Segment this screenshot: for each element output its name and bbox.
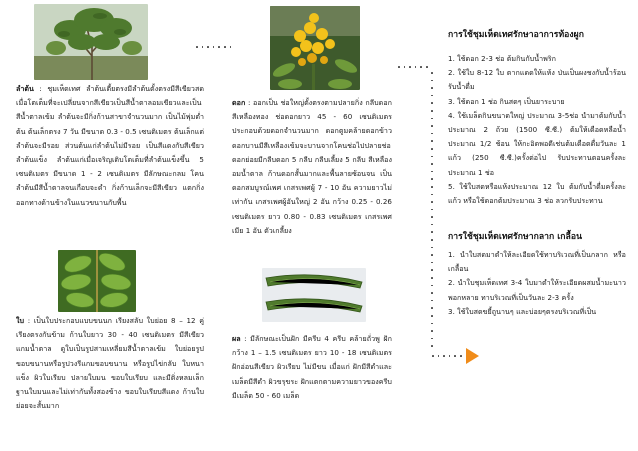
flower-text: : ออกเป็น ช่อใหญ่ตั้งตรงตามปลายกิ่ง กลีบดอกสีเหลืองทอง ช่อดอกยาว 45 - 60 เซนติเมตร ประกอบด้วยดอกจำนวนมาก ดอกตูมคล้ายดอกข้าว ดอกบานมีสีเหลืองเข้มจะบานจากโคนช่อไปปลายช่อ ดอกย่อยมีกลีบดอก 5 กลีบ กลีบเลี้ยง 5 กลีบ สีเหลืองอมน้ำตาล ก้านดอกสั้นมากและพื้นลายซ้อนจน เป็นดอกสมบูรณ์เพศ เกสรเพศผู้ 7 - 10 อัน ความยาวไม่เท่ากัน เกสรเพศผู้อันใหญ่ 2 อัน กว้าง 0.25 - 0.26 เซนติเมตร ยาว 0.80 - 0.83 เซนติเมตร เกสรเพศเมีย 1 อัน ตัวเกลี้ยง <box>232 98 392 235</box>
stem-label: ลำต้น <box>16 84 34 93</box>
dotted-connector-3 <box>431 72 433 347</box>
dotted-connector-2 <box>398 66 428 68</box>
ringworm-item-3: 3. ใช้ใบสดขยี้ถูนานๆ และบ่อยๆตรงบริเวณที่เป็น <box>448 306 597 316</box>
fruit-label: ผล <box>232 334 241 343</box>
constipation-section <box>448 28 626 208</box>
flower-label: ดอก <box>232 98 246 107</box>
leaf-photo <box>58 250 136 312</box>
leaf-text: : เป็นใบประกอบแบบขนนก เรียงสลับ ใบย่อย 8 – 12 คู่ เรียงตรงกันข้าม ก้านใบยาว 30 - 40 เซนติเมตร มีสีเขียวแกมน้ำตาล ดูใบเป็นรูปสามเหลี่ยมสีน้ำตาลเข้ม ใบย่อยรูปขอบขนานหรือรูปวงรีแกมขอบขนาน หรือรูปไข่กลับ ใบหนาแข็ง ผิวใบเรียบ ปลายใบมน ขอบใบเรียบ และมีติ่งหลมเล็ก ฐานใบมนและไม่เท่ากันทั้งสองข้าง ขอบใบเรียบสีแดง ก้านใบย่อยจะสั้นมาก <box>16 316 204 411</box>
dotted-connector-1 <box>196 46 231 48</box>
shrub-photo <box>34 4 148 80</box>
ringworm-section <box>448 230 626 319</box>
fruit-description <box>232 332 392 403</box>
flower-photo <box>270 6 360 90</box>
constipation-item-2: 2. ใช้ใบ 8-12 ใบ ตากแดดให้แห้ง ป่นเป็นผงชงกับน้ำร้อนรับน้ำดื่ม <box>448 68 626 92</box>
constipation-item-1: 1. ใช้ดอก 2-3 ช่อ ต้มกินกับน้ำพริก <box>448 54 557 63</box>
stem-text: : ชุมเห็ดเทศ ลำต้นเตี้ยตรงมีลำต้นตั้งตรงมีสีเขียวสด เมื่อโตเต็มที่จะเปลี่ยนจากสีเขียวเป็นสีน้ำตาลอมเขียวและเป็นสีน้ำตาลเข้ม ลำต้นจะมีกิ่งก้านสาขาจำนวนมาก เป็นไม้พุ่มต่ำต้น ต้นเล็กตรง 7 วัน มีขนาด 0.3 - 0.5 เซนติเมตร ต้นเล็กแต่ลำต้นจะมีรอย ส่วนต้นแก่ลำต้นไม่มีรอย เป็นสีแดงกับสีเขียว ลำต้นแข็ง ลำต้นแก่เมื่อเจริญเติบโตเต็มที่ลำต้นแข็งขึ้น 5 เซนติเมตร มีขนาด 1 - 2 เซนติเมตร มีลักษณะกลม โคนลำต้นมีสีน้ำตาลจนเกือบจะดำ กิ่งก้านเล็กจะมีสีเขียว แตกกิ่งออกทางด้านข้างในแนวขนานกับพื้น <box>16 84 204 207</box>
arrow-right-icon <box>466 348 479 364</box>
stem-description <box>16 82 204 210</box>
ringworm-item-2: 2. นำใบชุมเห็ดเทศ 3-4 ใบมาตำให้ระเอียดผสมน้ำมะนาวพอกหลาย ทาบริเวณที่เป็นวันละ 2-3 ครั้ง <box>448 278 626 302</box>
fruit-text: : มีลักษณะเป็นฝัก มีครีบ 4 ครีบ คล้ายถั่วพู ฝักกว้าง 1 – 1.5 เซนติเมตร ยาว 10 - 18 เซนติเมตร ฝักอ่อนสีเขียว ผิวเรียบ ไม่มีขน เมื่อแก่ ฝักมีสีดำและเมล็ดมีสีดำ ผิวขรุขระ ฝักแตกตามความยาวของครีบ มีเมล็ด 50 - 60 เมล็ด <box>232 334 392 400</box>
constipation-heading: การใช้ชุมเห็ดเทศรักษาอาการท้องผูก <box>448 30 584 40</box>
constipation-item-4: 4. ใช้เมล็ดกินขนาดใหญ่ ประมาณ 3-5ช่อ นำมาต้มกับน้ำประมาณ 2 ถ้วย (1500 ซี.ซี.) ต้มให้เดือดหลือน้ำประมาณ 1/2 ช้อน ให้กะอิดพอดีเช่นต้มเดือดดื่มวันละ 1 แก้ว (250 ซี.ซี.)ครั้งต่อไป รับประทานตอนครั้งละประมาณ 1 ช่อ <box>448 110 626 177</box>
ringworm-item-1: 1. นำใบสดมาตำให้ละเอียดใช้ทาบริเวณที่เป็นกลาก หรือเกลื้อน <box>448 250 626 274</box>
leaf-description <box>16 314 204 413</box>
pod-photo <box>262 268 366 322</box>
constipation-item-5: 5. ใช้ใบสดหรือแห้งประมาณ 12 ใบ ต้มกับน้ำดื่มครั้งละแก้ว หรือใช้ดอกต้มประมาณ 3 ช่อ ลวกรับประทาน <box>448 181 626 206</box>
ringworm-heading: การใช้ชุมเห็ดเทศรักษากลาก เกลื้อน <box>448 232 583 242</box>
flower-description <box>232 96 392 238</box>
leaf-label: ใบ <box>16 316 25 325</box>
constipation-item-3: 3. ใช้ดอก 1 ช่อ กินสดๆ เป็นยาระบาย <box>448 96 565 106</box>
